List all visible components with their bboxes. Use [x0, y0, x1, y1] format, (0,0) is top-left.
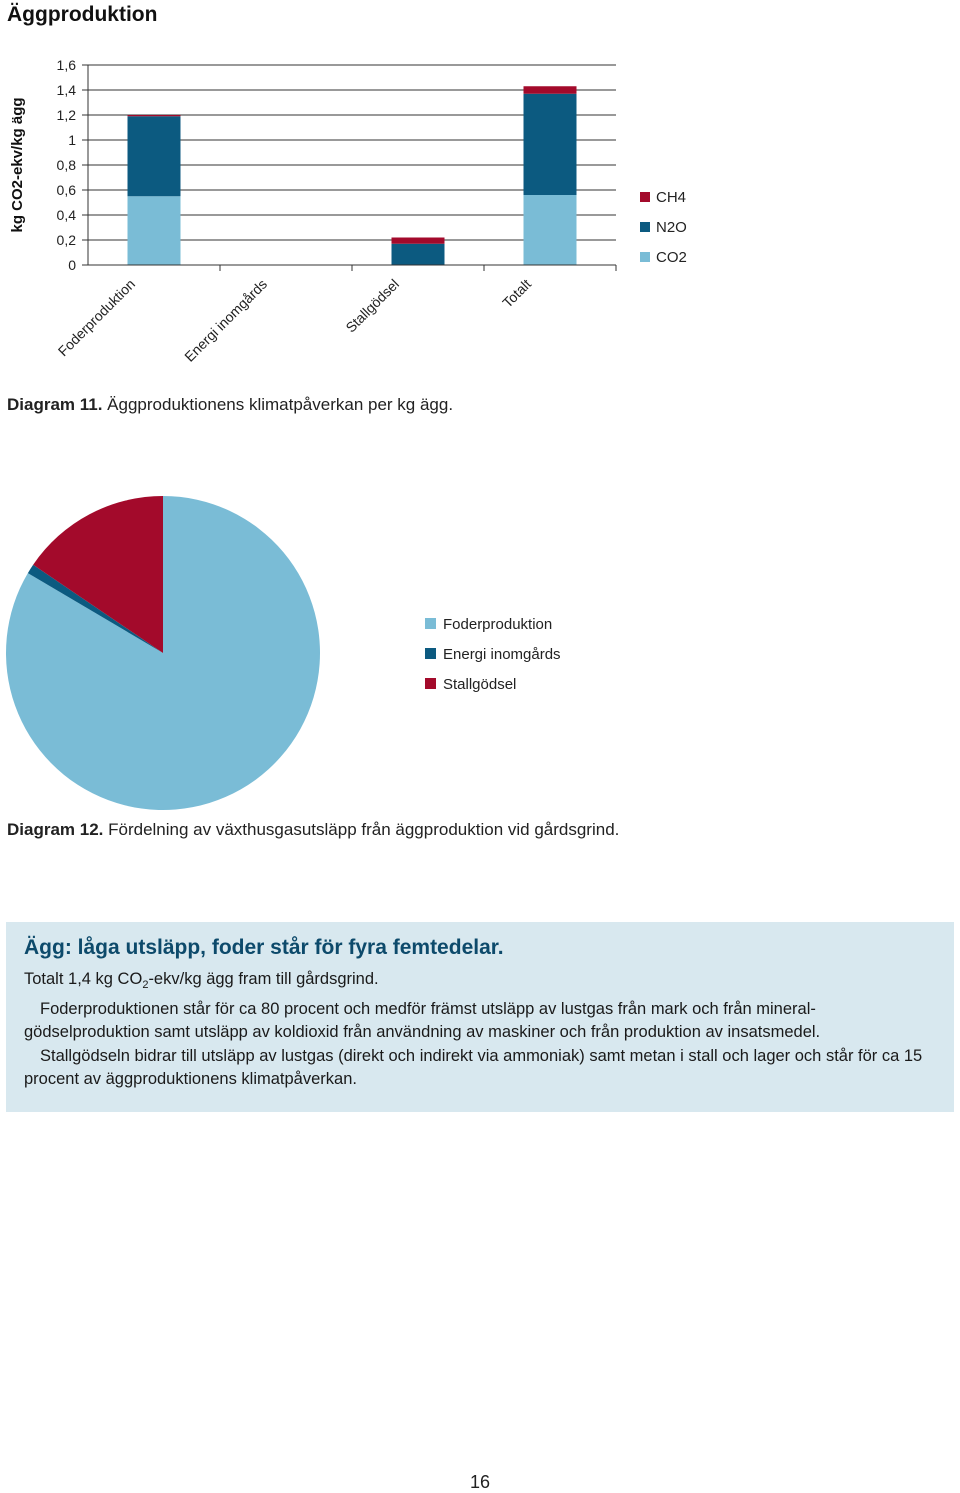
legend-swatch-n2o	[640, 222, 650, 232]
pie-legend-swatch-energi-inomgårds	[425, 648, 436, 659]
pie-legend-label-stallgödsel: Stallgödsel	[443, 676, 517, 693]
diagram-12-caption	[7, 820, 619, 840]
summary-total-text-end: -ekv/kg ägg fram till gårdsgrind.	[148, 970, 379, 988]
bar-foderproduktion-n2o	[128, 116, 181, 196]
y-axis-title: kg CO2-ekv/kg ägg	[9, 97, 26, 233]
diagram-11-label: Diagram 11.	[7, 395, 103, 414]
y-tick-label: 0,4	[56, 207, 76, 223]
y-tick-label: 0,6	[56, 182, 76, 198]
bar-foderproduktion-ch4	[128, 115, 181, 116]
diagram-12-text: Fördelning av växthusgasutsläpp från äggproduktion vid gårdsgrind.	[103, 820, 620, 839]
bar-stallgödsel-ch4	[392, 238, 445, 244]
y-tick-label: 0,2	[56, 232, 76, 248]
summary-subscript: 2	[142, 979, 149, 991]
legend-label-co2: CO2	[656, 249, 687, 266]
pie-legend-swatch-stallgödsel	[425, 678, 436, 689]
x-tick-label-totalt: Totalt	[499, 275, 535, 311]
summary-heading: Ägg: låga utsläpp, foder står för fyra femtedelar.	[24, 936, 504, 959]
y-tick-label: 0,8	[56, 157, 76, 173]
y-tick-label: 1,6	[56, 57, 76, 73]
page-number: 16	[469, 1472, 491, 1492]
y-tick-label: 1	[68, 132, 76, 148]
summary-box	[6, 922, 954, 1112]
y-tick-label: 1,2	[56, 107, 76, 123]
x-tick-label-energi-inomgårds: Energi inomgårds	[181, 275, 271, 365]
x-tick-label-stallgödsel: Stallgödsel	[342, 275, 403, 336]
summary-paragraph-manure: Stallgödseln bidrar till utsläpp av lustgas (direkt och indirekt via ammoniak) samt metan i stall och lager och står för ca 15 procent av äggproduktionens klimatpåverkan.	[24, 1046, 923, 1088]
bar-stallgödsel-n2o	[392, 244, 445, 265]
summary-total-line	[24, 968, 936, 998]
pie-legend-swatch-foderproduktion	[425, 618, 436, 629]
summary-total-text: Totalt 1,4 kg CO	[24, 970, 143, 988]
bar-chart	[0, 40, 960, 390]
bar-foderproduktion-co2	[128, 196, 181, 265]
page-title: Äggproduktion	[7, 3, 158, 26]
legend-swatch-co2	[640, 252, 650, 262]
summary-paragraph-feed: Foderproduktionen står för ca 80 procent och medför främst utsläpp av lustgas från mark och från mineral-gödselproduktion samt utsläpp av koldioxid från användning av maskiner och från produktion av insatsmedel.	[24, 999, 821, 1041]
legend-label-n2o: N2O	[656, 219, 687, 236]
legend-swatch-ch4	[640, 192, 650, 202]
pie-legend-label-energi-inomgårds: Energi inomgårds	[443, 646, 561, 663]
diagram-12-label: Diagram 12.	[7, 820, 104, 839]
diagram-11-text: Äggproduktionens klimatpåverkan per kg ägg.	[102, 395, 454, 414]
legend-label-ch4: CH4	[656, 189, 687, 206]
pie-legend-label-foderproduktion: Foderproduktion	[443, 616, 553, 633]
bar-totalt-co2	[524, 195, 577, 265]
x-tick-label-foderproduktion: Foderproduktion	[54, 275, 139, 360]
bar-totalt-ch4	[524, 86, 577, 94]
y-tick-label: 1,4	[56, 82, 76, 98]
diagram-11-caption	[7, 395, 453, 415]
pie-chart	[0, 480, 960, 820]
y-tick-label: 0	[68, 257, 76, 273]
bar-totalt-n2o	[524, 94, 577, 195]
